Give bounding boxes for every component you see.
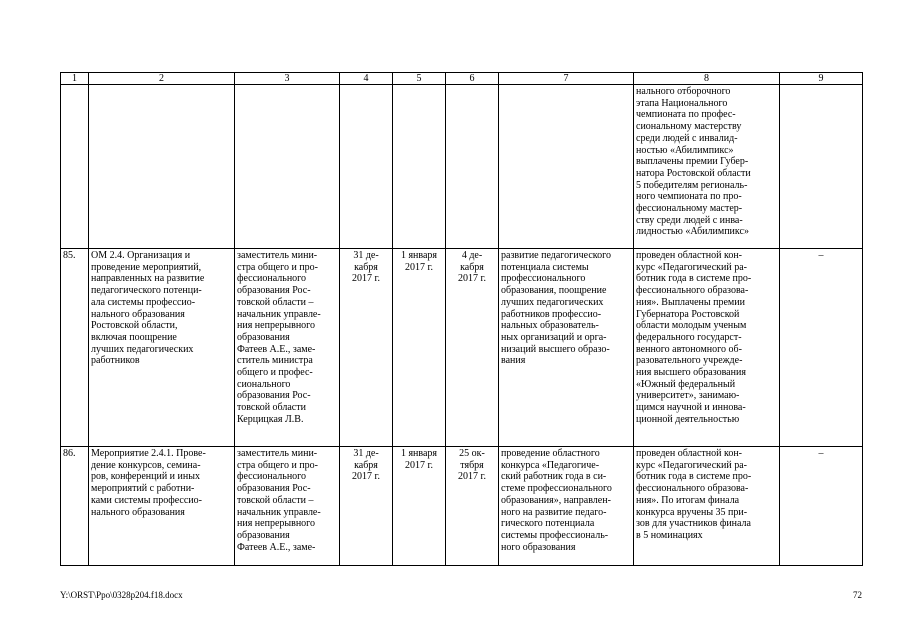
actual-result: проведен областной кон- курс «Педагогический ра- ботник года в системе про- фессионального образова- ния». Выплачены премии Губернатора Ростовской области молодым ученым федерального государст- венного автономного об- разовательного учрежде- ния высшего образования «Южный федеральный университет», занимаю- щимся научной и иннова- ционной деятельностью xyxy=(634,249,780,447)
empty-cell xyxy=(89,85,235,249)
fact-end-date: 25 ок- тября 2017 г. xyxy=(446,447,499,566)
empty-cell xyxy=(446,85,499,249)
note-cell: – xyxy=(780,447,863,566)
header-cell: 5 xyxy=(393,73,446,85)
plan-start-date: 31 де- кабря 2017 г. xyxy=(340,249,393,447)
table-row xyxy=(61,447,863,566)
plan-end-date: 1 января 2017 г. xyxy=(393,249,446,447)
header-cell: 3 xyxy=(235,73,340,85)
page-number: 72 xyxy=(853,590,862,600)
header-cell: 6 xyxy=(446,73,499,85)
header-cell: 7 xyxy=(499,73,634,85)
header-cell: 1 xyxy=(61,73,89,85)
header-cell: 2 xyxy=(89,73,235,85)
plan-start-date: 31 де- кабря 2017 г. xyxy=(340,447,393,566)
header-cell: 4 xyxy=(340,73,393,85)
note-cell: – xyxy=(780,249,863,447)
row-number: 86. xyxy=(61,447,89,566)
empty-cell xyxy=(499,85,634,249)
empty-cell xyxy=(235,85,340,249)
activity-name: Мероприятие 2.4.1. Прове- дение конкурсов, семина- ров, конференций и иных мероприятий с работни- ками системы профессио- нального образования xyxy=(89,447,235,566)
activity-name: ОМ 2.4. Организация и проведение мероприятий, направленных на развитие педагогического потенци- ала системы профессио- нального образования Ростовской области, включая поощрение лучших педагогических работников xyxy=(89,249,235,447)
responsible-person: заместитель мини- стра общего и про- фессионального образования Рос- товской области – начальник управле- ния непрерывного образования Фатеев А.Е., заме- xyxy=(235,447,340,566)
expected-result: проведение областного конкурса «Педагогиче- ский работник года в си- стеме профессионального образования», направлен- ного на развитие педаго- гического потенциала системы профессиональ- ного образования xyxy=(499,447,634,566)
empty-cell xyxy=(61,85,89,249)
fact-end-date: 4 де- кабря 2017 г. xyxy=(446,249,499,447)
plan-end-date: 1 января 2017 г. xyxy=(393,447,446,566)
responsible-person: заместитель мини- стра общего и про- фессионального образования Рос- товской области – начальник управле- ния непрерывного образования Фатеев А.Е., заме- ститель министра общего и профес- сионального образования Рос- товской области Керцицкая Л.В. xyxy=(235,249,340,447)
actual-result: проведен областной кон- курс «Педагогический ра- ботник года в системе про- фессионального образова- ния». По итогам финала конкурса вручены 35 при- зов для участников финала в 5 номинациях xyxy=(634,447,780,566)
row-number: 85. xyxy=(61,249,89,447)
result-continuation-cell: нального отборочного этапа Национального чемпионата по профес- сиональному мастерству среди людей с инвалид- ностью «Абилимпикс» выплачены премии Губер- натора Ростовской области 5 победителям региональ- ного чемпионата по про- фессиональному мастер- ству среди людей с инва- лидностью «Абилимпикс» xyxy=(634,85,780,249)
empty-cell xyxy=(393,85,446,249)
header-row xyxy=(61,73,863,85)
continuation-row xyxy=(61,85,863,249)
empty-cell xyxy=(340,85,393,249)
table-row xyxy=(61,249,863,447)
empty-cell xyxy=(780,85,863,249)
header-cell: 8 xyxy=(634,73,780,85)
report-table xyxy=(60,72,863,566)
footer-file-path: Y:\ORST\Ppo\0328p204.f18.docx xyxy=(60,590,183,600)
expected-result: развитие педагогического потенциала системы профессионального образования, поощрение лучших педагогических работников профессио- нальных образователь- ных организаций и орга- низаций высшего образо- вания xyxy=(499,249,634,447)
header-cell: 9 xyxy=(780,73,863,85)
